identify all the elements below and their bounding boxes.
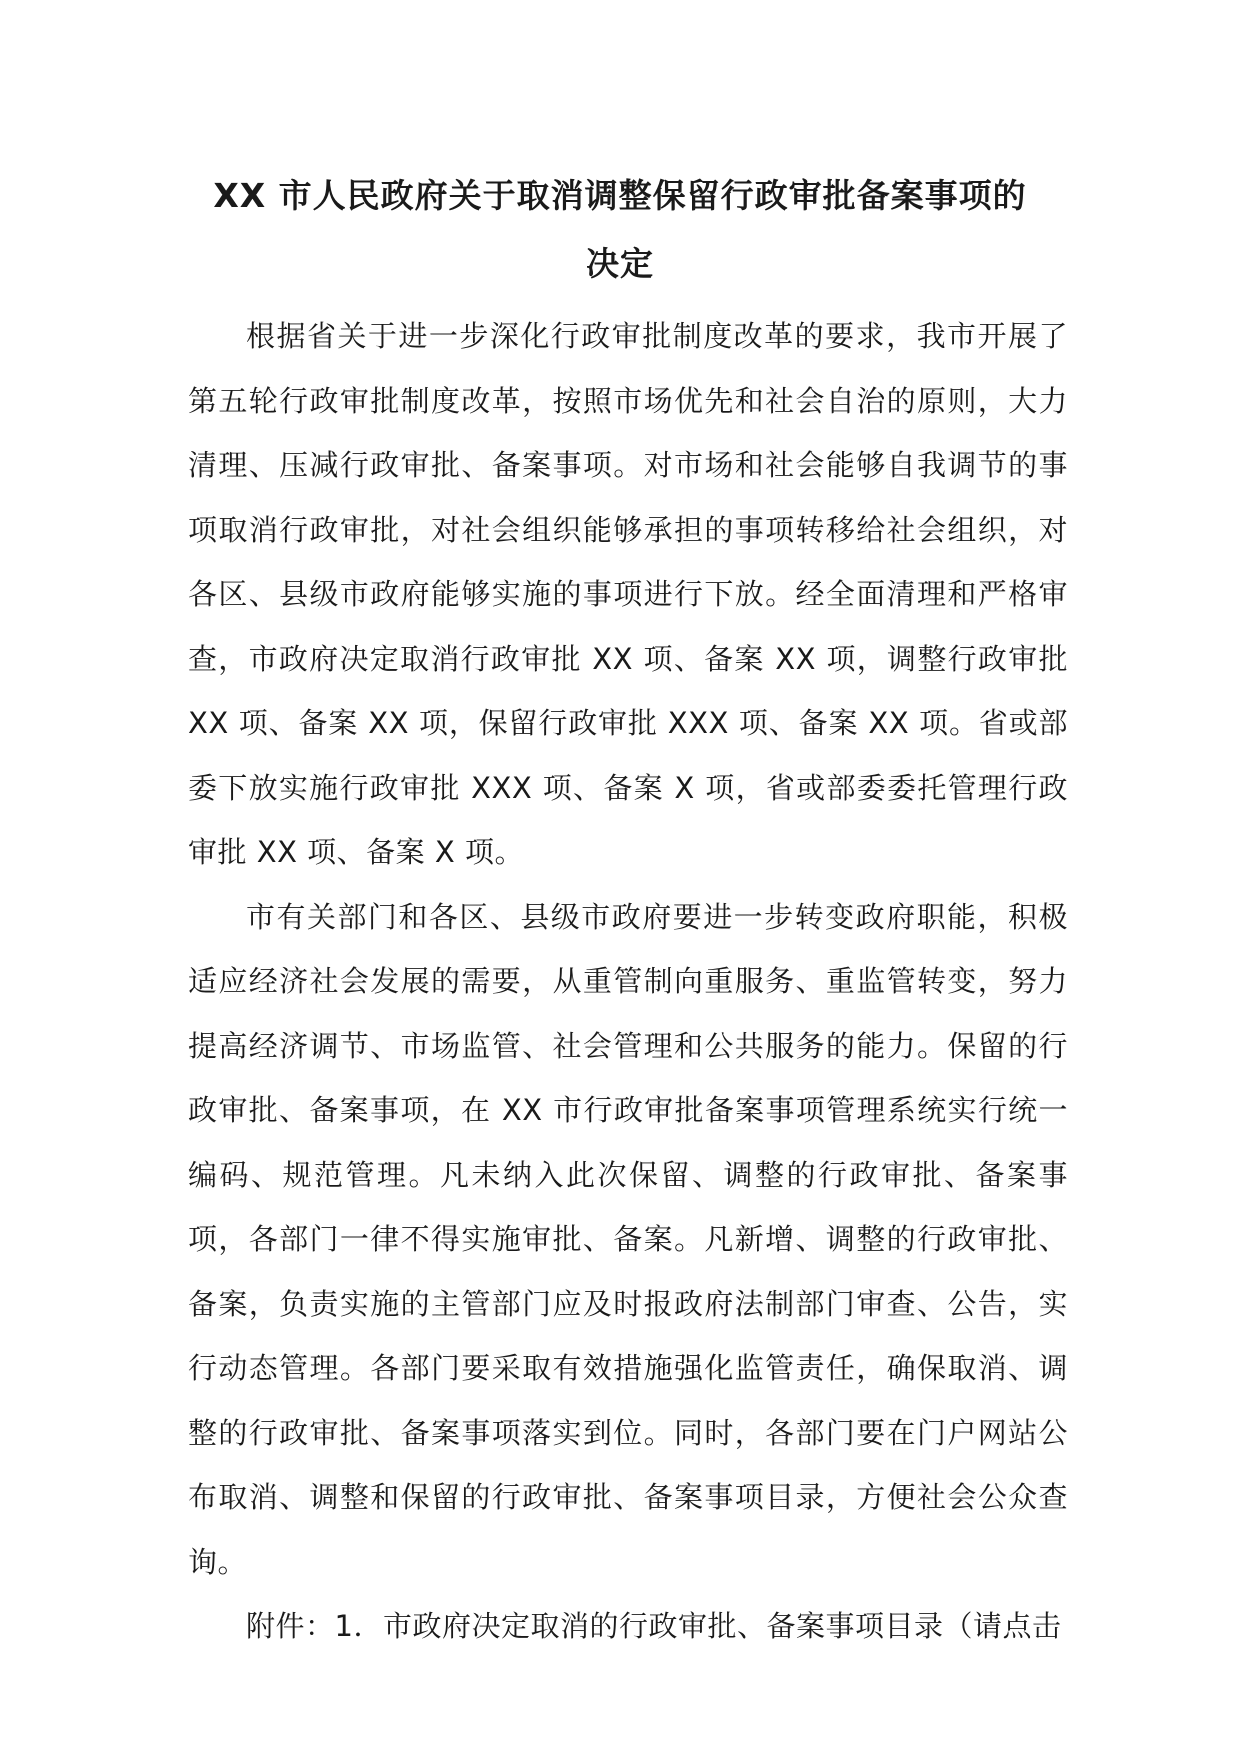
document-title-line-2: 决定 — [586, 244, 654, 283]
document-body — [188, 304, 1068, 1659]
paragraph-department-requirements: 市有关部门和各区、县级市政府要进一步转变政府职能，积极适应经济社会发展的需要，从重管制向重服务、重监管转变，努力提高经济调节、市场监管、社会管理和公共服务的能力。保留的行政审批、备案事项，在 XX 市行政审批备案事项管理系统实行统一编码、规范管理。凡未纳入此次保留、调整的行政审批、备案事项，各部门一律不得实施审批、备案。凡新增、调整的行政审批、备案，负责实施的主管部门应及时报政府法制部门审查、公告，实行动态管理。各部门要采取有效措施强化监管责任，确保取消、调整的行政审批、备案事项落实到位。同时，各部门要在门户网站公布取消、调整和保留的行政审批、备案事项目录，方便社会公众查询。 — [188, 899, 1068, 1579]
paragraph-reform-summary: 根据省关于进一步深化行政审批制度改革的要求，我市开展了第五轮行政审批制度改革，按照市场优先和社会自治的原则，大力清理、压减行政审批、备案事项。对市场和社会能够自我调节的事项取消行政审批，对社会组织能够承担的事项转移给社会组织，对各区、县级市政府能够实施的事项进行下放。经全面清理和严格审查，市政府决定取消行政审批 XX 项、备案 XX 项，调整行政审批 XX 项、备案 XX 项，保留行政审批 XXX 项、备案 XX 项。省或部委下放实施行政审批 XXX 项、备案 X 项，省或部委委托管理行政审批 XX 项、备案 X 项。 — [188, 319, 1068, 869]
paragraph-attachment: 附件：1．市政府决定取消的行政审批、备案事项目录（请点击 — [246, 1609, 1062, 1643]
document-title-line-1: XX 市人民政府关于取消调整保留行政审批备案事项的 — [213, 176, 1027, 215]
